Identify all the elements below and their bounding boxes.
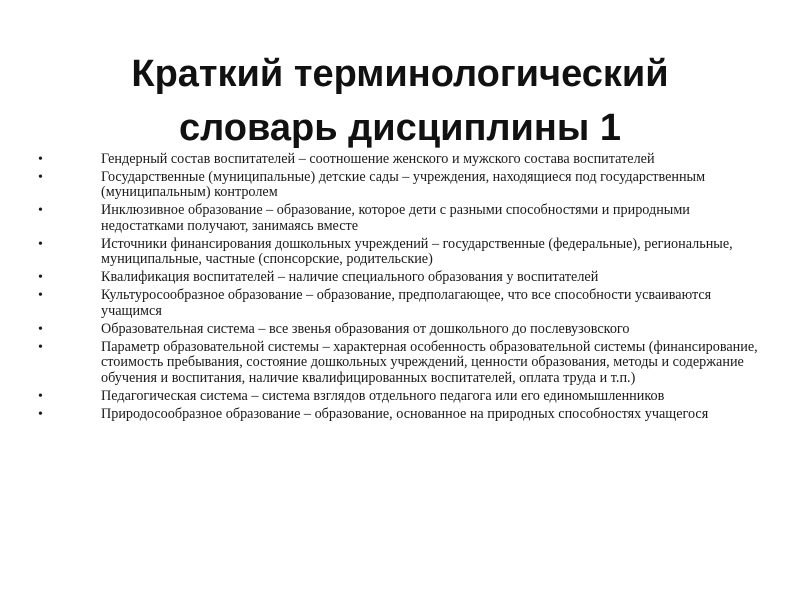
term-text: Параметр образовательной системы – характерная особенность образовательной системы (финансирование, стоимость пребывания, состояние дошкольных учреждений, ценности образования, методы и содержание обучения и воспитания, наличие квалифицированных воспитателей, оплата труда и т.п.) bbox=[101, 338, 758, 386]
bullet-icon: • bbox=[38, 406, 43, 422]
term-item bbox=[38, 407, 758, 423]
bullet-icon: • bbox=[38, 388, 43, 404]
bullet-icon: • bbox=[38, 339, 43, 355]
term-text: Государственные (муниципальные) детские сады – учреждения, находящиеся под государственным (муниципальным) контролем bbox=[101, 168, 706, 201]
term-text: Инклюзивное образование – образование, которое дети с разными способностями и природными недостатками получают, занимаясь вместе bbox=[101, 202, 690, 234]
term-item bbox=[38, 288, 758, 319]
bullet-icon: • bbox=[38, 270, 43, 286]
term-text: Культуросообразное образование – образование, предполагающее, что все способности усваиваются учащимся bbox=[101, 287, 712, 319]
term-text: Источники финансирования дошкольных учреждений – государственные (федеральные), региональные, муниципальные, частные (спонсорские, родительские) bbox=[101, 235, 733, 268]
bullet-icon: • bbox=[38, 169, 43, 185]
bullet-icon: • bbox=[38, 152, 43, 167]
term-item bbox=[38, 170, 758, 201]
terms-list bbox=[38, 152, 758, 424]
title-line-1: Краткий терминологический bbox=[131, 53, 669, 96]
term-item bbox=[38, 340, 758, 387]
term-item bbox=[38, 389, 758, 405]
slide-title bbox=[20, 47, 780, 155]
term-item bbox=[38, 152, 758, 168]
term-text: Природосообразное образование – образование, основанное на природных способностях учащегося bbox=[101, 405, 709, 422]
term-item bbox=[38, 270, 758, 286]
term-item bbox=[38, 237, 758, 268]
term-item bbox=[38, 322, 758, 338]
bullet-icon: • bbox=[38, 321, 43, 337]
term-text: Гендерный состав воспитателей – соотношение женского и мужского состава воспитателей bbox=[101, 151, 655, 167]
term-text: Образовательная система – все звенья образования от дошкольного до послевузовского bbox=[101, 320, 630, 337]
term-item bbox=[38, 203, 758, 234]
term-text: Квалификация воспитателей – наличие специального образования у воспитателей bbox=[101, 269, 599, 286]
bullet-icon: • bbox=[38, 236, 43, 252]
bullet-icon: • bbox=[38, 203, 43, 219]
title-line-2: словарь дисциплины 1 bbox=[179, 107, 621, 150]
term-text: Педагогическая система – система взглядов отдельного педагога или его единомышленников bbox=[101, 387, 665, 404]
bullet-icon: • bbox=[38, 288, 43, 304]
